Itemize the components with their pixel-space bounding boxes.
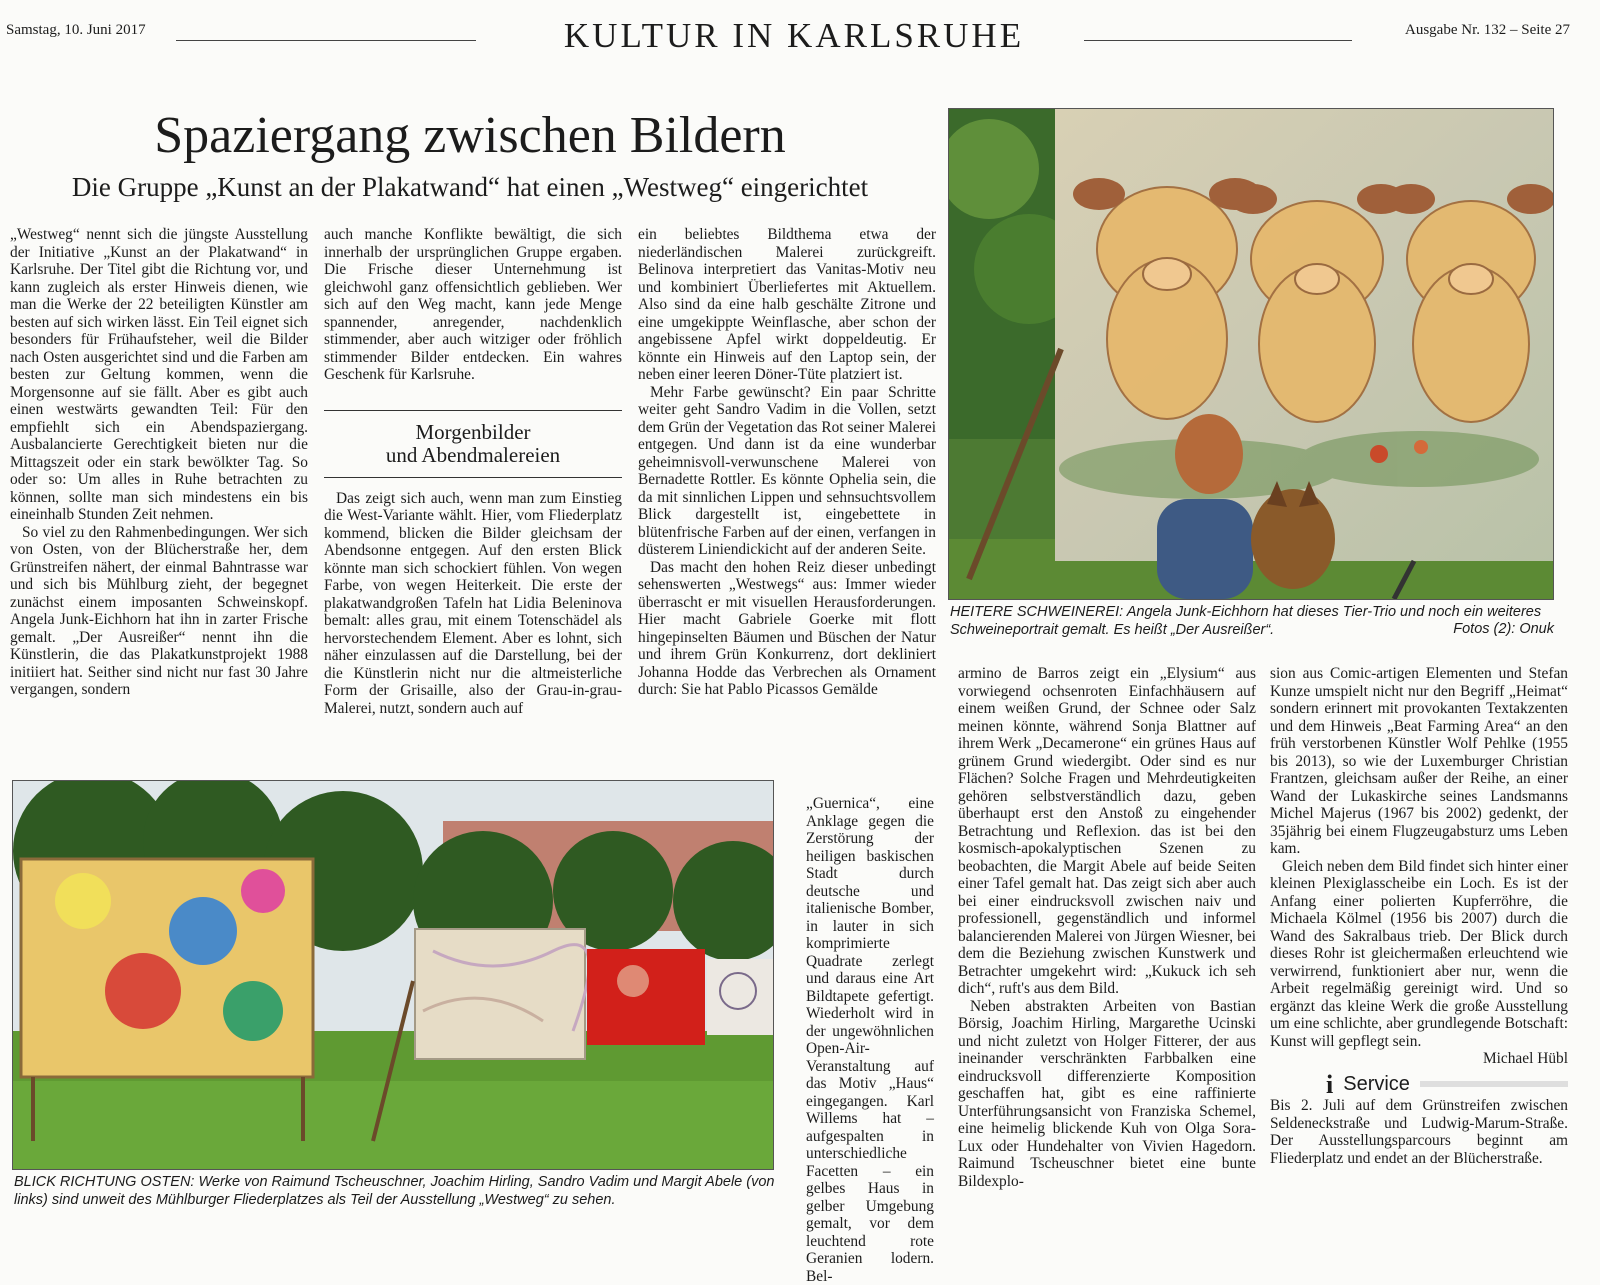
paragraph: Mehr Farbe gewünscht? Ein paar Schritte weiter geht Sandro Vadim in die Vollen, setzt dem Grün der Vegetation das Rot seiner Malerei entgegen. Und dann ist da eine wunderbar geheimnisvoll-verwunschene Malerei von Bernadette Rottler. Es könnte Ophelia sein, die da mit sinnlichen Lippen und sehnsuchtsvollem Blick dargestellt ist, eingebettete in blütenfrische Farben auf der einen, verfangen in düsterem Liniendickicht auf der anderen Seite. xyxy=(638,383,936,558)
paragraph: armino de Barros zeigt ein „Elysium“ aus vorwiegend ochsenroten Einfachhäusern auf einem weißen Grund, der Schnee oder Salz meinen könnte, während Sonja Blattner auf ihrem Werk „Decamerone“ ein grünes Haus auf grünem Grund wiedergibt. Oder sind es nur Flächen? Solche Fragen und Mehrdeutigkeiten gehören selbstverständlich dazu, geben überhaupt erst den Anstoß zu eingehender Betrachtung und Reflexion. das ist bei den kosmisch-apokalyptischen Szenen zu beobachten, die Margit Abele auf beide Seiten einer Tafel gemalt hat. Das zeigt sich aber auch bei einer eindrucksvoll zwischen naiv und professionell, gegenständlich und informel balancierenden Malerei von Jürgen Wiesner, bei dem die Beziehung zwischen Kunstwerk und Betrachter umgekehrt wird: „Kukuck ich seh dich“, ruft's aus dem Bild. xyxy=(958,665,1256,997)
paragraph: Das macht den hohen Reiz dieser unbedingt sehenswerten „Westwegs“ aus: Immer wieder überrascht er mit visuellen Herausforderungen. Hier macht Gabriele Goerke mit flott hingepinselten Bäumen und Büschen der Natur und ihrem Grün Konkurrenz, dort dekliniert Johanna Hodde das Verbrechen als Ornament durch: Sie hat Pablo Picassos Gemälde xyxy=(638,558,936,698)
photo-park-caption: BLICK RICHTUNG OSTEN: Werke von Raimund Tscheuschner, Joachim Hirling, Sandro Vadim und Margit Abele (von links) sind unweit des Mühlburger Fliederplatzes als Teil der Ausstellung „Westweg“ zu sehen. xyxy=(14,1174,775,1208)
caption-text: HEITERE SCHWEINEREI: Angela Junk-Eichhorn hat dieses Tier-Trio und noch ein weiteres Schweineportrait gemalt. Es heißt „Der Ausreißer“. xyxy=(950,604,1542,638)
article-subheadline: Die Gruppe „Kunst an der Plakatwand“ hat einen „Westweg“ eingerichtet xyxy=(71,172,869,202)
article-column-4 xyxy=(806,795,934,1285)
subhead-rule-bottom xyxy=(324,477,622,478)
article-column-1 xyxy=(10,226,308,699)
paragraph: Gleich neben dem Bild findet sich hinter einer kleinen Plexiglasscheibe ein Loch. Es ist der Anfang einer polierten Kupferröhre, die Michaela Kölmel (1956 bis 2007) durch die Wand des Sakralbaus trieb. Der Blick durch dieses Rohr ist gleichermaßen erleuchtend wie verwirrend, funktioniert aber nur, wenn die Arbeit regelmäßig gereinigt wird. Und so ergänzt das kleine Werk die große Ausstellung um eine schlichte, aber grundlegende Botschaft: Kunst will gepflegt sein. xyxy=(1270,857,1568,1050)
article-column-2 xyxy=(324,226,622,717)
subhead-line-1: Morgenbilder xyxy=(415,419,531,444)
info-icon: i xyxy=(1326,1069,1334,1099)
masthead-issue: Ausgabe Nr. 132 – Seite 27 xyxy=(1405,22,1570,38)
paragraph: „Guernica“, eine Anklage gegen die Zerstörung der heiligen baskischen Stadt durch deutsche und italienische Bomber, in lauter in sich komprimierte Quadrate zerlegt und daraus eine Art Bildtapete gefertigt. Wiederholt wird in der ungewöhnlichen Open-Air-Veranstaltung auf das Motiv „Haus“ eingegangen. Karl Willems hat – aufgespalten in unterschiedliche Facetten – ein gelbes Haus in gelber Umgebung gemalt, vor dem leuchtend rote Geranien lodern. Bel- xyxy=(806,795,934,1285)
photo-credit: Fotos (2): Onuk xyxy=(1453,621,1554,637)
paragraph: ein beliebtes Bildthema etwa der niederländischen Malerei zurückgreift. Belinova interpretiert das Vanitas-Motiv neu und kombiniert Überliefertes mit Aktuellem. Also sind da eine halb geschälte Zitrone und eine umgekippte Weinflasche, aber schon der angebissene Apfel wirkt doppeldeutig. Er könnte ein Hinweis auf den Laptop sein, der neben einer leeren Döner-Tüte platziert ist. xyxy=(638,226,936,383)
service-rule xyxy=(1420,1081,1568,1087)
paragraph: Das zeigt sich auch, wenn man zum Einstieg die West-Variante wählt. Hier, vom Fliederplatz kommend, blicken die Bilder gleichsam der Abendsonne entgegen. Auf den ersten Blick könnte man sich schockiert fühlen. Von wegen Farbe, von wegen Heiterkeit. Die erste der plakatwandgroßen Tafeln hat Lidia Beleninova bemalt: alles grau, mit einem Totenschädel als hervorstechendem Element. Aber es lohnt, sich näher einzulassen auf die Darstellung, bei der die Künstlerin nicht nur die altmeisterliche Form der Grisaille, also der Grau-in-grau-Malerei, nutzt, sondern auch auf xyxy=(324,489,622,717)
section-subhead xyxy=(324,421,622,467)
masthead-rule-right xyxy=(1084,40,1352,41)
article-column-5 xyxy=(958,665,1256,1190)
pig-painting-image xyxy=(949,109,1553,599)
subhead-rule-top xyxy=(324,410,622,411)
article-column-3 xyxy=(638,226,936,699)
paragraph: auch manche Konflikte bewältigt, die sich innerhalb der ursprünglichen Gruppe ergaben. Die Frische dieser Unternehmung ist gleichwohl ganz offensichtlich geblieben. Wer sich auf den Weg macht, kann jede Menge spannender, anregender, nachdenklich stimmender, aber auch witziger oder fröhlich stimmender Bilder entdecken. Ein wahres Geschenk für Karlsruhe. xyxy=(324,226,622,383)
park-exhibition-image xyxy=(13,781,773,1169)
service-text: Bis 2. Juli auf dem Grünstreifen zwischen Seldeneckstraße und Ludwig-Marum-Straße. Der Ausstellungsparcours beginnt am Fliederplatz und endet an der Blücherstraße. xyxy=(1270,1097,1568,1167)
service-box xyxy=(1326,1069,1568,1099)
paragraph: So viel zu den Rahmenbedingungen. Wer sich von Osten, von der Blücherstraße her, dem Grünstreifen nähert, der einmal Bahntrasse war und sich bis Mühlburg zieht, der begegnet zunächst einem imposanten Schweinskopf. Angela Junk-Eichhorn hat ihn in zarter Frische gemalt. „Der Ausreißer“ nennt ihn die Künstlerin, die das Plakatkunstprojekt 1988 initiiert hat. Seither sind nicht nur fast 30 Jahre vergangen, sondern xyxy=(10,523,308,698)
paragraph: sion aus Comic-artigen Elementen und Stefan Kunze umspielt nicht nur den Begriff „Heimat“ sondern erinnert mit provokanten Textakzenten und dem Hinweis „Beat Farming Area“ an den früh verstorbenen Künstler Wolf Pehlke (1955 bis 2013), so wie der Luxemburger Christian Frantzen, gleichsam außer der Reihe, an einer Wand der Lukaskirche seines Landsmanns Michel Majerus (1967 bis 2002) gedenkt, der 35jährig bei einem Flugzeugabsturz ums Leben kam. xyxy=(1270,665,1568,857)
article-headline: Spaziergang zwischen Bildern xyxy=(154,107,786,164)
paragraph: Neben abstrakten Arbeiten von Bastian Börsig, Joachim Hirling, Margarethe Ucinski und nicht zuletzt von Holger Fitterer, der aus ineinander verschränkten Farbbalken eine eindrucksvoll differenzierte Komposition geschaffen hat, gibt es eine raffinierte Unterführungsansicht von Franziska Schemel, eine heimelig blickende Kuh von Olga Sora-Lux oder Hundehalter von Vivien Hagedorn. Raimund Tscheuschner bietet eine bunte Bildexplo- xyxy=(958,997,1256,1190)
subhead-line-2: und Abendmalereien xyxy=(385,442,561,467)
author-byline: Michael Hübl xyxy=(1482,1050,1568,1067)
masthead-rule-left xyxy=(176,40,476,41)
service-title: Service xyxy=(1343,1072,1410,1095)
masthead-date: Samstag, 10. Juni 2017 xyxy=(6,22,146,38)
photo-pigs xyxy=(948,108,1554,600)
section-title: KULTUR IN KARLSRUHE xyxy=(563,16,1025,55)
photo-park xyxy=(12,780,774,1170)
article-column-6 xyxy=(1270,665,1568,1167)
paragraph: „Westweg“ nennt sich die jüngste Ausstellung der Initiative „Kunst an der Plakatwand“ in Karlsruhe. Der Titel gibt die Richtung vor, und kann zugleich als erster Hinweis dienen, wie man die Werke der 22 beteiligten Künstler am besten auf sich wirken lässt. Ein Teil eignet sich besonders für Frühaufsteher, weil die Bilder nach Osten ausgerichtet sind und die Farben am besten zur Geltung kommen, wenn die Morgensonne auf sie fällt. Aber es gibt auch einen westwärts gewandten Teil: Für den empfiehlt sich ein Abendspaziergang. Ausbalancierte Gerechtigkeit bieten nur die Mittagszeit oder ein stark bewölkter Tag. So oder so: Um alles in Ruhe betrachten zu können, sollte man sich mindestens ein bis eineinhalb Stunden Zeit nehmen. xyxy=(10,226,308,523)
